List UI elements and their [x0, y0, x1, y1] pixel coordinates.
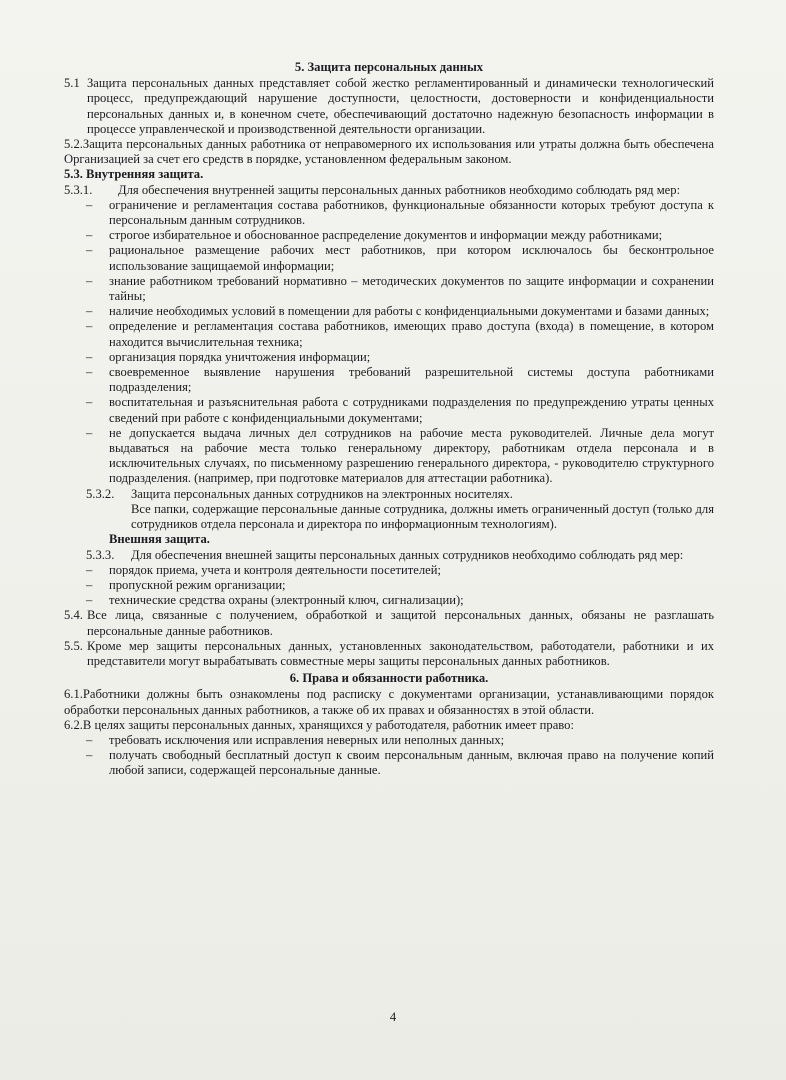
list-item: – организация порядка уничтожения информации; — [64, 350, 714, 365]
paragraph-5-3-3-text: Для обеспечения внешней защиты персональных данных сотрудников необходимо соблюдать ряд мер: — [131, 547, 684, 562]
list-item: – определение и регламентация состава работников, имеющих право доступа (входа) в помещение, в котором находится вычислительная техника; — [64, 319, 714, 349]
list-item: – ограничение и регламентация состава работников, функциональные обязанности которых требуют доступа к персональным данным сотрудников. — [64, 198, 714, 228]
section-5-heading: 5. Защита персональных данных — [294, 60, 484, 74]
paragraph-5-3-2 — [86, 487, 714, 502]
paragraph-5-1-text: Защита персональных данных представляет собой жестко регламентированный и динамически технологический процесс, предупреждающий нарушение доступности, целостности, достоверности и конфиденциальности персональных данных и, в конечном счете, обеспечивающий достаточно надежную безопасность информации в процессе управленческой и производственной деятельности организации. — [87, 76, 714, 136]
list-item: – пропускной режим организации; — [64, 578, 714, 593]
paragraph-5-3-2-body: Все папки, содержащие персональные данные сотрудника, должны иметь ограниченный доступ (только для сотрудников отдела персонала и директора по информационным технологиям). — [131, 501, 714, 532]
paragraph-5-2: 5.2.Защита персональных данных работника от неправомерного их использования или утраты должна быть обеспечена Организацией за счет его средств в порядке, установленном федеральным законом. — [64, 137, 714, 167]
section-6-heading: 6. Права и обязанности работника. — [289, 671, 489, 686]
paragraph-5-5-number: 5.5. — [64, 638, 83, 653]
paragraph-5-3-1-text: Для обеспечения внутренней защиты персональных данных работников необходимо соблюдать ряд мер: — [118, 182, 681, 197]
list-item: – технические средства охраны (электронный ключ, сигнализации); — [64, 593, 714, 608]
list-item: – своевременное выявление нарушения требований разрешительной системы доступа работниками подразделения; — [64, 365, 714, 395]
external-measures-list — [64, 563, 714, 609]
document-body — [64, 60, 714, 779]
list-item: – наличие необходимых условий в помещении для работы с конфиденциальными документами и базами данных; — [64, 304, 714, 319]
external-protection-heading: Внешняя защита. — [109, 532, 210, 547]
paragraph-5-3-heading: 5.3. Внутренняя защита. — [64, 167, 204, 182]
list-item: – строгое избирательное и обоснованное распределение документов и информации между работниками; — [64, 228, 714, 243]
paragraph-5-1 — [64, 76, 714, 137]
list-item: – порядок приема, учета и контроля деятельности посетителей; — [64, 563, 714, 578]
paragraph-5-3-2-number: 5.3.2. — [86, 486, 115, 501]
paragraph-5-4-number: 5.4. — [64, 608, 83, 623]
list-item: – получать свободный бесплатный доступ к своим персональным данным, включая право на получение копий любой записи, содержащей персональные данные. — [64, 748, 714, 778]
rights-list — [64, 733, 714, 779]
list-item: – рациональное размещение рабочих мест работников, при котором исключалось бы бесконтрольное использование защищаемой информации; — [64, 243, 714, 273]
list-item: – требовать исключения или исправления неверных или неполных данных; — [64, 733, 714, 748]
paragraph-5-3-1 — [64, 183, 714, 198]
list-item: – не допускается выдача личных дел сотрудников на рабочие места руководителей. Личные дела могут выдаваться на рабочие места только генеральному директору, работникам отдела персонала и в исключительных случаях, по письменному разрешению генерального директора, - руководителю структурного подразделения. (например, при подготовке материалов для аттестации работника). — [64, 426, 714, 487]
paragraph-5-5 — [64, 639, 714, 669]
paragraph-5-1-number: 5.1 — [64, 76, 80, 91]
list-item: – воспитательная и разъяснительная работа с сотрудниками подразделения по предупреждению утраты ценных сведений при работе с конфиденциальными документами; — [64, 395, 714, 425]
paragraph-5-3-2-text: Защита персональных данных сотрудников на электронных носителях. — [131, 486, 513, 501]
paragraph-5-4-text: Все лица, связанные с получением, обработкой и защитой персональных данных, обязаны не разглашать персональные данные работников. — [87, 608, 714, 638]
paragraph-5-3-3 — [86, 548, 714, 563]
page-number: 4 — [389, 1010, 397, 1024]
paragraph-6-2: 6.2.В целях защиты персональных данных, хранящихся у работодателя, работник имеет право: — [64, 717, 574, 732]
paragraph-5-5-text: Кроме мер защиты персональных данных, установленных законодательством, работодатели, работники и их представители могут вырабатывать совместные меры защиты персональных данных работников. — [87, 638, 714, 668]
internal-measures-list — [64, 198, 714, 487]
paragraph-5-3-3-number: 5.3.3. — [86, 547, 115, 562]
paragraph-6-1: 6.1.Работники должны быть ознакомлены под расписку с документами организации, устанавливающими порядок обработки персональных данных работников, а также об их правах и обязанностях в этой области. — [64, 687, 714, 717]
paragraph-5-4 — [64, 608, 714, 638]
list-item: – знание работником требований нормативно – методических документов по защите информации и сохранении тайны; — [64, 274, 714, 304]
paragraph-5-3-1-number: 5.3.1. — [64, 182, 93, 197]
